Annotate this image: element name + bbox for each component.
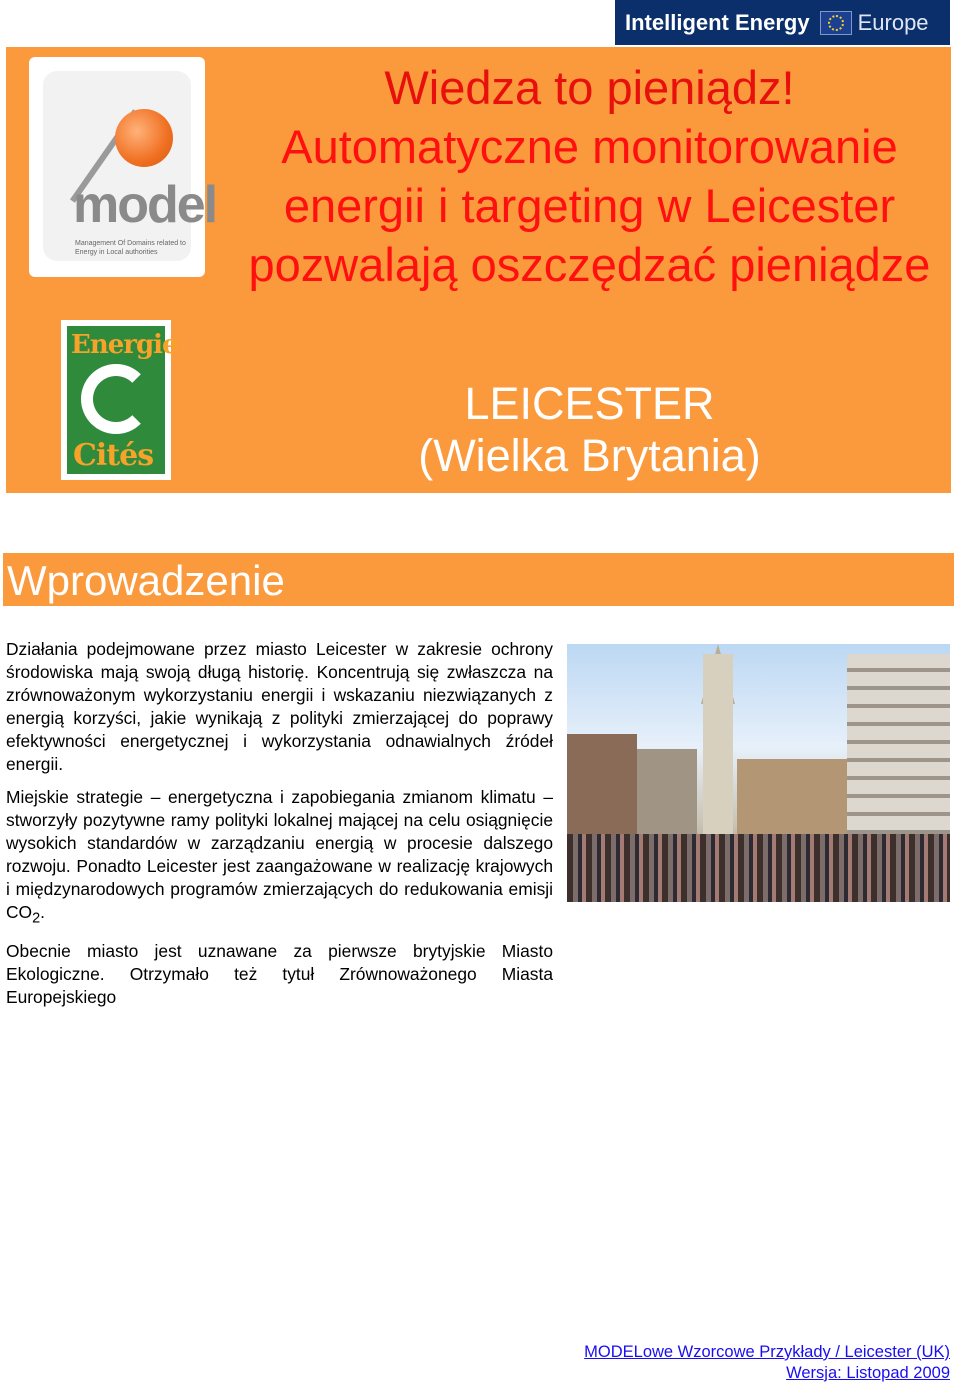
paragraph-2 [6, 786, 553, 930]
energie-cites-logo-top: Energie [71, 330, 178, 360]
footer [584, 1342, 950, 1384]
model-logo [29, 57, 217, 277]
body-text [6, 638, 553, 1019]
swirl-icon [81, 364, 151, 434]
leicester-clock-tower-photo [567, 644, 950, 902]
paragraph-2-text: Miejskie strategie – energetyczna i zapobiegania zmianom klimatu – stworzyły pozytywne ramy polityki lokalnej mającej na celu osiągnięcie wysokich standardów w zarządzaniu energią w procesie dalszego rozwoju. Ponadto Leicester jest zaangażowane w realizację krajowych i międzynarodowych programów zmierzających do redukowania emisji CO [6, 787, 553, 922]
paragraph-2-subscript: 2 [32, 910, 41, 927]
eu-flag-icon [820, 11, 852, 35]
city-name: LEICESTER [464, 378, 715, 429]
paragraph-2-end: . [40, 902, 46, 922]
title-part-2: Automatyczne [281, 120, 580, 173]
page-title [232, 58, 947, 294]
section-bar [3, 553, 954, 606]
city-heading [232, 378, 947, 482]
paragraph-1: Działania podejmowane przez miasto Leicester w zakresie ochrony środowiska mają swoją długą historię. Koncentrują się zwłaszcza na zrównoważonym wykorzystaniu energii i wskazaniu niezwiązanych z energią korzyści, jakie wynikają z polityki zmierzającej do poprawy efektywności energetycznej i wykorzystania odnawialnych źródeł energii. [6, 639, 553, 774]
city-country: (Wielka Brytania) [418, 430, 761, 481]
title-part-1: Wiedza to pieniądz! [384, 61, 795, 114]
orange-globe-icon [115, 109, 173, 167]
footer-link-title[interactable]: MODELowe Wzorcowe Przykłady / Leicester (UK) [584, 1343, 950, 1361]
model-logo-subtitle: Management Of Domains related to Energy in Local authorities [75, 240, 186, 256]
model-logo-word: model [73, 176, 217, 234]
banner-text-europe: Europe [857, 9, 929, 35]
title-part-3: monitorowanie energii i targeting w Leicester pozwalają oszczędzać pieniądze [248, 120, 931, 291]
footer-link-version[interactable]: Wersja: Listopad 2009 [786, 1364, 950, 1382]
paragraph-3: Obecnie miasto jest uznawane za pierwsze brytyjskie Miasto Ekologiczne. Otrzymało też tytuł Zrównoważonego Miasta Europejskiego [6, 941, 553, 1008]
section-heading: Wprowadzenie [7, 557, 285, 604]
banner-text-intelligent-energy: Intelligent Energy [625, 9, 810, 35]
energie-cites-logo [61, 320, 178, 480]
intelligent-energy-europe-banner [615, 0, 950, 45]
energie-cites-logo-bottom: Cités [73, 438, 154, 473]
